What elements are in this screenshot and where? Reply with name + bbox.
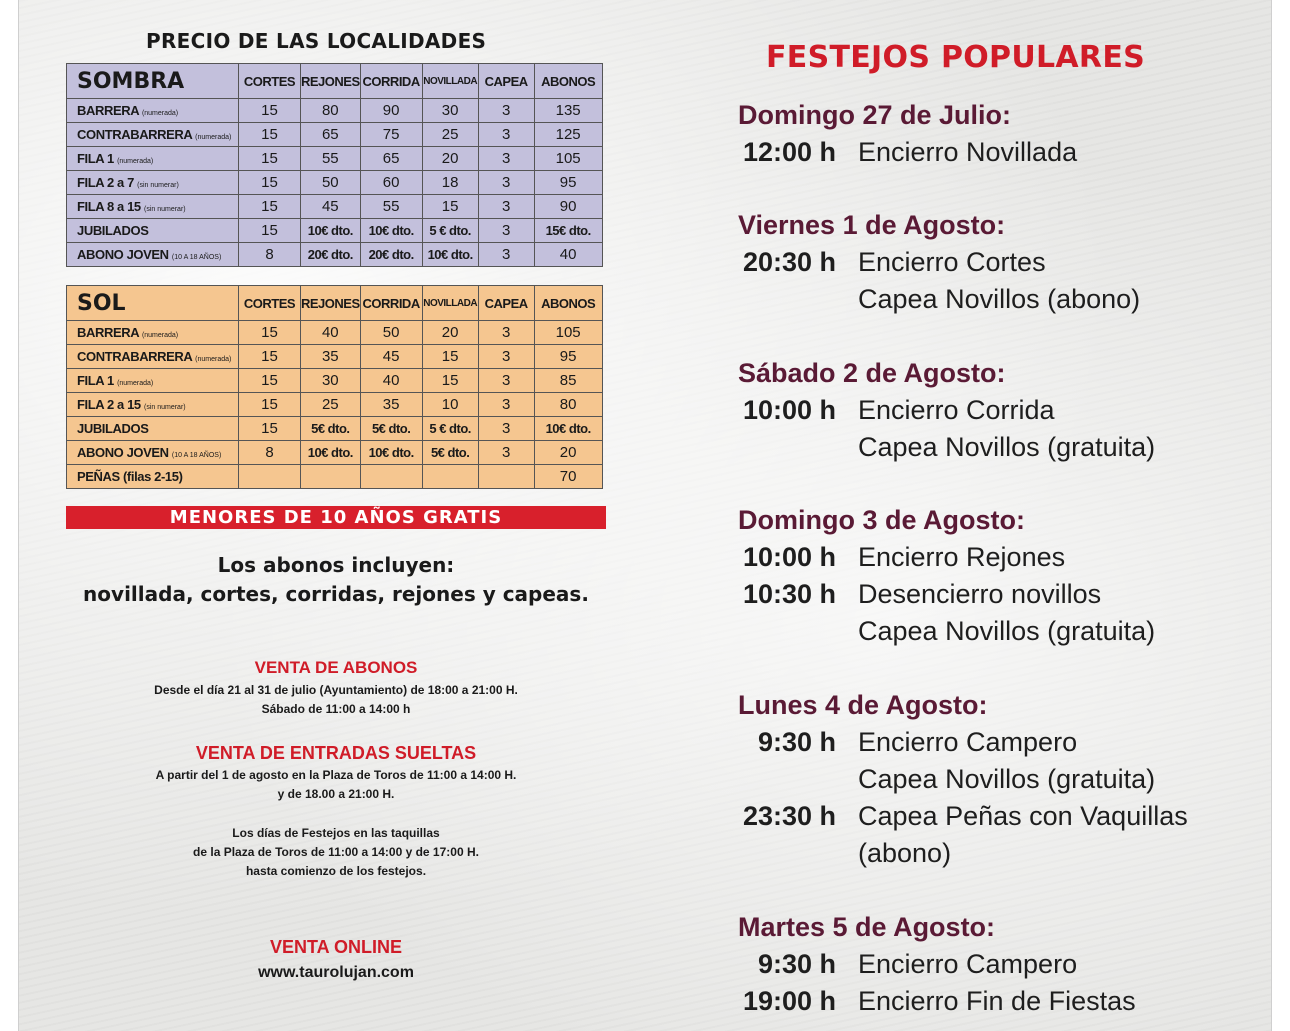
price-cell: 15€ dto. [534,219,602,243]
price-cell: 25 [301,393,361,417]
row-label [67,465,239,489]
row-label [67,369,239,393]
price-cell: 3 [478,219,534,243]
table-row [67,171,603,195]
price-cell: 125 [534,123,602,147]
taquillas-line-3: hasta comienzo de los festejos. [245,864,427,878]
seat-note: (numerada) [141,110,179,117]
table-row [67,99,603,123]
seat-note: (sin numerar) [143,206,186,213]
abonos-line-2: novillada, cortes, corridas, rejones y capeas. [83,582,589,606]
price-cell: 20 [422,147,478,171]
price-cell: 5€ dto. [301,417,361,441]
row-label [67,123,239,147]
price-cell [239,465,301,489]
seat-type: FILA 2 a 15 [77,397,141,412]
price-cell: 35 [360,393,422,417]
seat-note: (numerada) [195,134,232,141]
column-header: ABONOS [534,286,602,321]
event-time: 9:30 h [757,949,836,979]
price-cell: 85 [534,369,602,393]
price-cell: 10€ dto. [301,219,361,243]
seat-type: FILA 1 [77,151,114,166]
day-heading: Domingo 3 de Agosto: [738,505,1025,535]
price-cell: 90 [360,99,422,123]
price-cell: 10€ dto. [360,441,422,465]
table-row [67,345,603,369]
price-cell: 3 [478,243,534,267]
row-label [67,321,239,345]
event-description: Encierro Rejones [858,542,1066,572]
day-heading: Sábado 2 de Agosto: [738,358,1006,388]
column-header: CORTES [239,64,301,99]
seat-type: ABONO JOVEN [77,445,169,460]
row-label [67,441,239,465]
price-cell: 15 [239,219,301,243]
price-cell: 30 [301,369,361,393]
column-header: NOVILLADA [422,286,478,321]
event-time: 9:30 h [757,727,836,757]
price-cell: 5€ dto. [422,441,478,465]
price-cell: 3 [478,171,534,195]
table-row [67,123,603,147]
price-cell: 70 [534,465,602,489]
price-cell: 105 [534,147,602,171]
event-time: 23:30 h [742,801,836,831]
price-cell: 15 [422,345,478,369]
venta-entradas-line-1: A partir del 1 de agosto en la Plaza de Toros de 11:00 a 14:00 H. [155,768,517,782]
event-description: Encierro Novillada [858,137,1078,167]
seat-note: (10 A 18 AÑOS) [171,254,222,261]
event-description: Capea Novillos (abono) [858,284,1141,314]
seat-note: (sin numerar) [137,182,179,189]
event-description: Capea Peñas con Vaquillas [858,801,1188,831]
price-cell: 45 [301,195,361,219]
price-cell: 15 [239,99,301,123]
day-heading: Lunes 4 de Agosto: [738,690,988,720]
row-label [67,393,239,417]
column-header: ABONOS [534,64,602,99]
seat-type: FILA 2 a 7 [77,175,134,190]
price-cell: 20 [534,441,602,465]
price-cell: 80 [534,393,602,417]
event-description: Encierro Fin de Fiestas [858,986,1136,1016]
column-header: CORTES [239,286,301,321]
table-header-row [67,64,603,99]
price-cell: 25 [422,123,478,147]
price-cell: 15 [239,369,301,393]
price-cell: 35 [301,345,361,369]
price-cell: 3 [478,321,534,345]
price-cell: 10€ dto. [301,441,361,465]
price-cell: 40 [534,243,602,267]
price-cell: 95 [534,345,602,369]
seat-note: (numerada) [117,158,154,165]
price-cell: 65 [301,123,361,147]
seat-note: (sin numerar) [143,404,186,411]
price-cell: 3 [478,369,534,393]
event-description: Encierro Campero [858,727,1078,757]
price-cell: 10€ dto. [360,219,422,243]
price-cell: 3 [478,393,534,417]
price-cell: 40 [301,321,361,345]
price-cell: 15 [422,195,478,219]
row-label [67,417,239,441]
venta-entradas-details [66,766,606,804]
venta-entradas-title: VENTA DE ENTRADAS SUELTAS [195,743,477,763]
taquillas-line-2: de la Plaza de Toros de 11:00 a 14:00 y de 17:00 H. [193,845,479,859]
event-time: 10:00 h [742,395,836,425]
price-cell: 3 [478,99,534,123]
price-cell: 135 [534,99,602,123]
table-row [67,195,603,219]
seat-type: CONTRABARRERA [77,349,192,364]
price-cell: 15 [239,195,301,219]
table-row [67,243,603,267]
price-cell: 55 [301,147,361,171]
sombra-price-table [66,63,603,267]
seat-type: BARRERA [77,103,139,118]
row-label [67,171,239,195]
sol-rows [67,321,603,489]
seat-note: (numerada) [117,380,154,387]
price-cell: 15 [239,417,301,441]
day-heading: Viernes 1 de Agosto: [738,210,1006,240]
price-cell: 10€ dto. [422,243,478,267]
price-cell: 90 [534,195,602,219]
sombra-rows [67,99,603,267]
price-cell: 95 [534,171,602,195]
row-label [67,219,239,243]
event-description: Desencierro novillos [858,579,1102,609]
taquillas-details [66,824,606,881]
table-row [67,369,603,393]
price-cell: 3 [478,147,534,171]
online-url: www.taurolujan.com [258,964,414,981]
venta-abonos-line-1: Desde el día 21 al 31 de julio (Ayuntamiento) de 18:00 a 21:00 H. [154,683,518,697]
price-cell: 15 [239,147,301,171]
event-time: 20:30 h [742,247,836,277]
event-time: 10:30 h [742,579,836,609]
price-cell: 40 [360,369,422,393]
event-time: 12:00 h [742,137,836,167]
column-header: CORRIDA [360,64,422,99]
table-row [67,147,603,171]
seat-type: BARRERA [77,325,139,340]
event-description: Encierro Corrida [858,395,1055,425]
row-label [67,147,239,171]
zone-label: SOMBRA [67,64,239,99]
seat-note: (10 A 18 AÑOS) [171,452,222,459]
seat-type: FILA 8 a 15 [77,199,141,214]
column-header: NOVILLADA [422,64,478,99]
price-cell: 105 [534,321,602,345]
price-cell: 3 [478,195,534,219]
row-label [67,243,239,267]
price-cell: 5 € dto. [422,417,478,441]
seat-type: PEÑAS (filas 2-15) [77,469,183,484]
seat-note: (numerada) [141,332,179,339]
event-description: Encierro Campero [858,949,1078,979]
price-cell: 65 [360,147,422,171]
column-header: CAPEA [478,286,534,321]
price-cell: 15 [422,369,478,393]
column-header: CORRIDA [360,286,422,321]
event-time: 19:00 h [742,986,836,1016]
children-free-banner: MENORES DE 10 AÑOS GRATIS [66,506,606,529]
price-cell: 15 [239,345,301,369]
row-label [67,195,239,219]
price-cell: 15 [239,171,301,195]
price-cell: 5€ dto. [360,417,422,441]
row-label [67,99,239,123]
price-cell: 10€ dto. [534,417,602,441]
festejos-title: FESTEJOS POPULARES [766,40,1146,75]
seat-type: FILA 1 [77,373,114,388]
price-cell: 3 [478,123,534,147]
taquillas-line-1: Los días de Festejos en las taquillas [232,826,440,840]
abonos-include-text [66,551,606,609]
zone-label: SOL [67,286,239,321]
price-cell: 55 [360,195,422,219]
seat-note: (numerada) [195,356,232,363]
price-cell: 30 [422,99,478,123]
price-cell: 45 [360,345,422,369]
price-cell: 3 [478,441,534,465]
price-cell: 15 [239,393,301,417]
price-cell: 15 [239,123,301,147]
table-row [67,393,603,417]
table-header-row [67,286,603,321]
table-row [67,321,603,345]
column-header: REJONES [301,286,361,321]
price-cell: 50 [301,171,361,195]
price-cell: 18 [422,171,478,195]
price-cell [422,465,478,489]
event-description: Encierro Cortes [858,247,1046,277]
row-label [67,345,239,369]
price-cell: 20€ dto. [360,243,422,267]
column-header: REJONES [301,64,361,99]
venta-online-title: VENTA ONLINE [269,937,402,957]
table-row [67,465,603,489]
event-description: Capea Novillos (gratuita) [858,764,1156,794]
price-cell: 8 [239,441,301,465]
seat-type: CONTRABARRERA [77,127,192,142]
seat-type: JUBILADOS [77,223,149,238]
sol-price-table [66,285,603,489]
price-cell [301,465,361,489]
price-cell: 80 [301,99,361,123]
day-heading: Martes 5 de Agosto: [738,912,996,942]
price-cell: 60 [360,171,422,195]
abonos-line-1: Los abonos incluyen: [217,553,455,577]
price-cell: 50 [360,321,422,345]
price-cell [478,465,534,489]
event-time: 10:00 h [742,542,836,572]
price-cell: 3 [478,417,534,441]
price-cell: 10 [422,393,478,417]
column-header: CAPEA [478,64,534,99]
venta-entradas-line-2: y de 18.00 a 21:00 H. [277,787,395,801]
venta-abonos-title: VENTA DE ABONOS [254,658,418,677]
event-description: Capea Novillos (gratuita) [858,616,1156,646]
price-cell: 5 € dto. [422,219,478,243]
table-row [67,219,603,243]
price-cell [360,465,422,489]
price-cell: 75 [360,123,422,147]
prices-title: PRECIO DE LAS LOCALIDADES [146,29,487,53]
price-cell: 8 [239,243,301,267]
seat-type: JUBILADOS [77,421,149,436]
table-row [67,417,603,441]
event-description: Capea Novillos (gratuita) [858,432,1156,462]
event-description: (abono) [858,838,952,868]
price-cell: 20€ dto. [301,243,361,267]
price-cell: 3 [478,345,534,369]
day-heading: Domingo 27 de Julio: [738,100,1012,130]
price-cell: 15 [239,321,301,345]
venta-abonos-details [66,681,606,719]
venta-abonos-line-2: Sábado de 11:00 a 14:00 h [261,702,411,716]
price-cell: 20 [422,321,478,345]
table-row [67,441,603,465]
seat-type: ABONO JOVEN [77,247,169,262]
